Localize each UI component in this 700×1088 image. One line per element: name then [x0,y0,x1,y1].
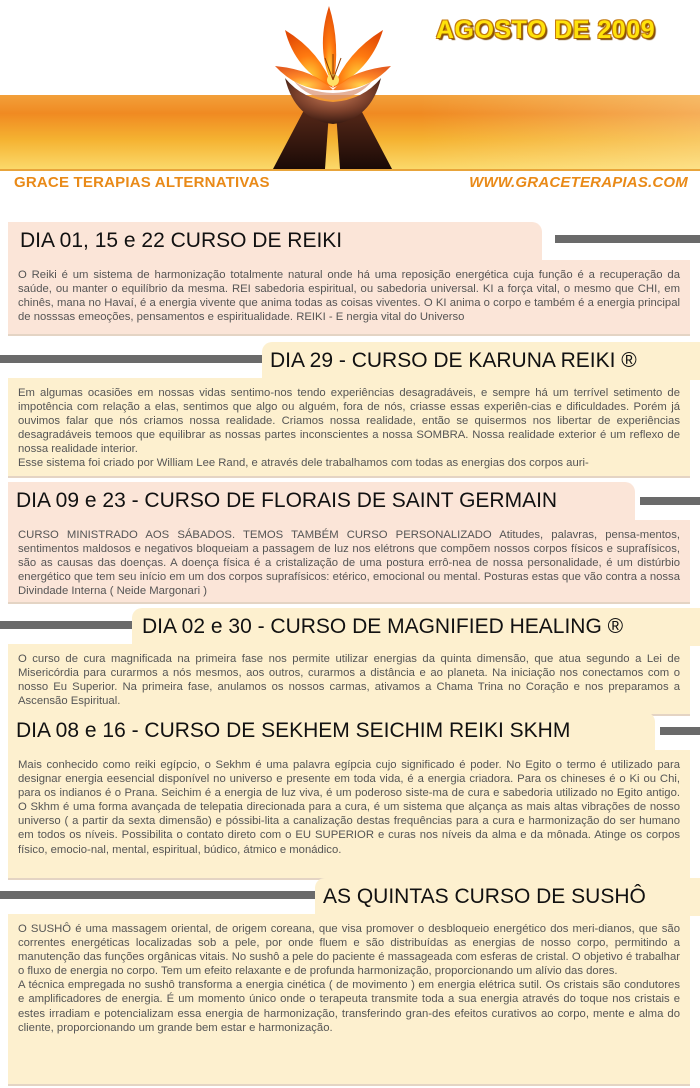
section-paragraph: A técnica empregada no sushô transforma a energia cinética ( de movimento ) em energia elétrica sutil. Os cristais são condutores e amplificadores de energia. É um momento único onde o terapeuta transmite toda a sua energia através do toque nos cristais e estes irradiam e potencializam essa energia de harmonização, transferindo gran-des efeitos curativos ao corpo, mente e alma do cliente, proporcionando um grande bem estar e harmonização. [18,979,680,1034]
section-paragraph: O Reiki é um sistema de harmonização totalmente natural onde há uma reposição energética cuja função é a recuperação da saúde, ou manter o equilíbrio da mesma. REI sabedoria espiritual, ou sabedoria universal. KI a força vital, o mesmo que CHI, em chinês, mana no Havaí, é a energia vivente que anima todas as coisas viventes. O KI anima o corpo e também é a energia principal de nosssas emeoções, pensamentos e espiritualidade. REIKI - E nergia vital do Universo [18,269,680,324]
section-body [8,520,690,604]
decorative-bar [0,621,132,629]
hands-holding-flower-image [255,0,410,169]
decorative-bar [660,727,700,735]
section-paragraph: Esse sistema foi criado por William Lee Rand, e através dele trabalhamos com todas as energias dos corpos auri- [18,457,589,470]
decorative-bar [0,355,262,363]
decorative-bar [555,235,700,243]
header-banner [0,0,700,200]
decorative-bar [0,891,315,899]
section-paragraph: O SUSHÔ é uma massagem oriental, de origem coreana, que visa promover o desbloqueio energético dos meri-dianos, que são correntes energéticas localizadas sob a pele, por onde fluem e são distribuídas as energias de nosso corpo, permitindo a manutenção das funções orgânicas vitais. No sushô a pele do paciente é massageada com esferas de cristal. O objetivo é trabalhar o fluxo de energia no corpo. Tem um efeito relaxante e de profunda harmonização, proporcionando um alívio das dores. [18,923,680,978]
banner-rule [0,169,700,171]
section-paragraph: Em algumas ocasiões em nossas vidas sentimo-nos tendo experiências desagradáveis, e sempre há um terrível setimento de impotência com relação a elas, sentimos que algo ou alguém, fora de nós, criasse essas experiên-cias e dificuldades. Porém já ouvimos falar que nós criamos nossa realidade. Criamos nossa realidade, então se quisermos nos libertar de experiências desagradáveis temoos que equilibrar as nossas partes inconscientes a nossa SOMBRA. Nossa realidade exterior é um reflexo de nossa realidade interior. [18,387,680,456]
section-title: DIA 02 e 30 - CURSO DE MAGNIFIED HEALING ® [132,608,700,646]
section-title: DIA 08 e 16 - CURSO DE SEKHEM SEICHIM REIKI SKHM [8,712,655,750]
section-body [8,378,690,478]
section-title: DIA 01, 15 e 22 CURSO DE REIKI [8,222,542,260]
section-title: AS QUINTAS CURSO DE SUSHÔ [315,878,700,916]
site-name: GRACE TERAPIAS ALTERNATIVAS [14,174,270,191]
section-body [8,750,690,880]
section-body [8,914,690,1086]
section-paragraph: CURSO MINISTRADO AOS SÁBADOS. TEMOS TAMBÉM CURSO PERSONALIZADO Atitudes, palavras, pensa-mentos, sentimentos maldosos e negativos bloqueiam a passagem de luz nos elétrons que compõem nossos corpos físicos e suprafísicos, são as causas das doenças. A doença física é a cristalização de uma postura errô-nea de nossa personalidade, é um distúrbio energético que tem seu início em um dos corpos suprafísicos: etérico, emocional ou mental. Posturas estas que vão contra a nossa Divindade Interna ( Neide Margonari ) [18,529,680,598]
section-title: DIA 29 - CURSO DE KARUNA REIKI ® [262,342,700,380]
section-title: DIA 09 e 23 - CURSO DE FLORAIS DE SAINT GERMAIN [8,482,635,520]
banner-title: AGOSTO DE 2009 [436,16,656,44]
decorative-bar [640,497,700,505]
section-paragraph: O curso de cura magnificada na primeira fase nos permite utilizar energias da quinta dimensão, que atua segundo a Lei de Misericórdia para curarmos a nós mesmos, aos outros, curarmos a distância e ao planeta. Na iniciação nos conectamos com o nosso Eu Superior. Na primeira fase, anulamos os nossos carmas, ativamos a Chama Trina no Coração e nos preparamos a Ascensão Espiritual. [18,653,680,708]
section-body [8,260,690,336]
section-paragraph: Mais conhecido como reiki egípcio, o Sekhm é uma palavra egípcia cujo significado é poder. No Egito o termo é utilizado para designar energia eesencial disponível no universo e presente em toda vida, é a energia criadora. Para os chineses é o Ki ou Chi, para os indianos é o Prana. Seichim é a energia de luz viva, é um poderoso siste-ma de cura e sabedoria utilizado no Egito antigo. O Skhm é uma forma avançada de telepatia direcionada para a cura, é um sistema que alçança as mais altas vibrações de nosso universo ( a partir da sexta dimensão) e póssibi-lita a canalização destas frequências para a cura e harmonização do ser humano em todos os níveis. Possibilita o contato direto com o EU SUPERIOR e curas nos níveis da alma e da mônada. Atinge os corpos físico, emocio-nal, mental, espiritual, búdico, átmico e monádico. [18,759,680,856]
section-body [8,644,690,716]
site-url-link[interactable]: WWW.GRACETERAPIAS.COM [469,174,688,191]
